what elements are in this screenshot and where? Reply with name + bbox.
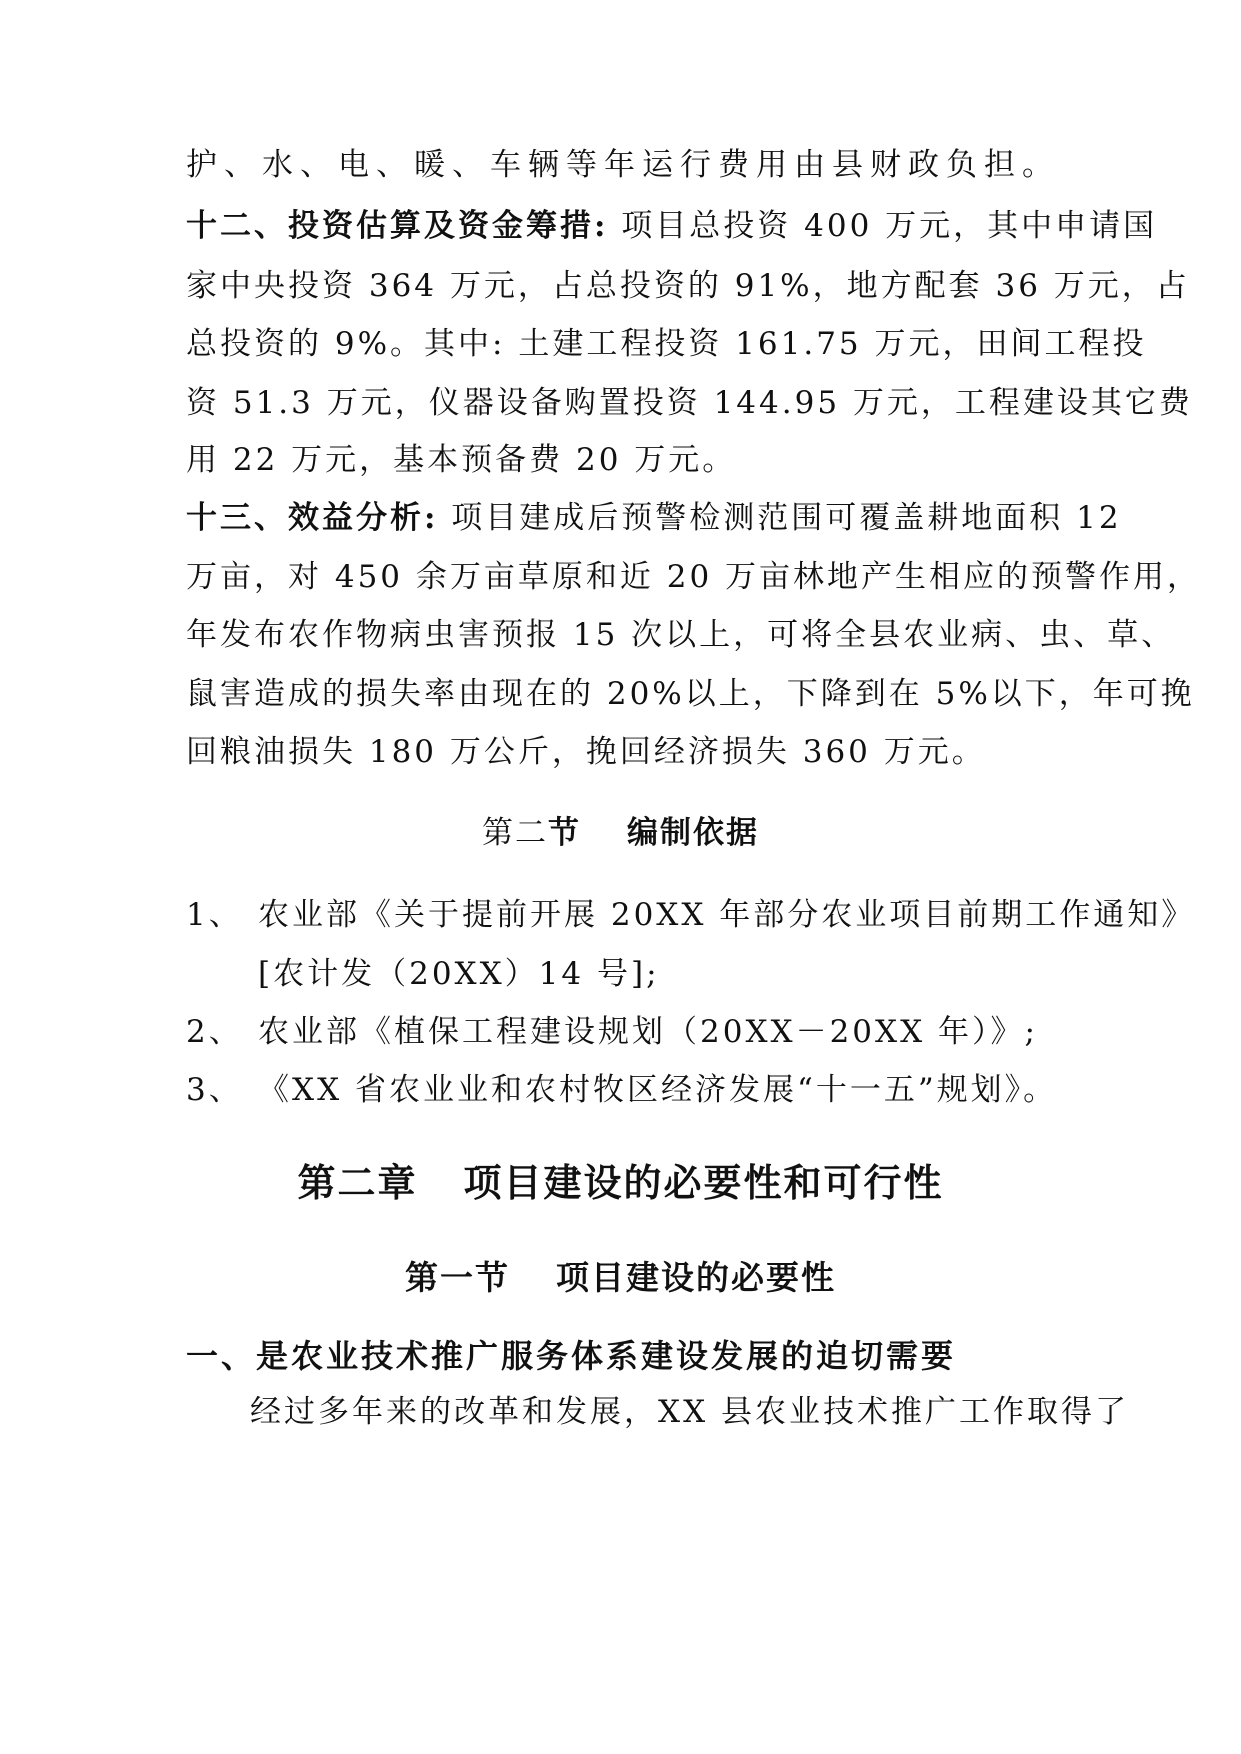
list-item xyxy=(186,954,1056,994)
list-number: 1、 xyxy=(186,897,243,933)
list-item xyxy=(186,1012,1056,1052)
section-12-heading: 十二、投资估算及资金筹措: xyxy=(186,208,609,244)
paragraph-line: 回粮油损失 180 万公斤，挽回经济损失 360 万元。 xyxy=(186,734,986,770)
list-text: 农业部《植保工程建设规划（20XX－20XX 年）》; xyxy=(258,1014,1038,1050)
section-heading: 编制依据 xyxy=(627,815,759,851)
section-label-suffix: 节 xyxy=(548,815,581,851)
list-number: 3、 xyxy=(186,1072,243,1108)
section-13-heading: 十三、效益分析: xyxy=(186,500,439,536)
list-text: 《XX 省农业业和农村牧区经济发展“十一五”规划》。 xyxy=(258,1072,1058,1108)
section-title xyxy=(0,1258,1241,1298)
paragraph-line: 家中央投资 364 万元，占总投资的 91%，地方配套 36 万元，占 xyxy=(186,268,1190,304)
section-heading: 项目建设的必要性 xyxy=(556,1258,836,1297)
list-item xyxy=(186,1070,1056,1110)
item-heading: 一、是农业技术推广服务体系建设发展的迫切需要 xyxy=(186,1337,957,1375)
paragraph-line: 资 51.3 万元，仪器设备购置投资 144.95 万元，工程建设其它费 xyxy=(186,385,1193,421)
paragraph-line: 鼠害造成的损失率由现在的 20%以上，下降到在 5%以下，年可挽 xyxy=(186,676,1195,712)
section-12-line xyxy=(186,206,1158,246)
paragraph-line: 经过多年来的改革和发展，XX 县农业技术推广工作取得了 xyxy=(250,1394,1129,1430)
section-title xyxy=(0,813,1241,853)
list-number: 2、 xyxy=(186,1014,243,1050)
paragraph-line: 年发布农作物病虫害预报 15 次以上，可将全县农业病、虫、草、 xyxy=(186,617,1176,653)
chapter-label: 第二章 xyxy=(297,1160,418,1205)
list-text: [农计发（20XX）14 号]; xyxy=(258,956,660,992)
list-item xyxy=(186,895,1196,935)
paragraph-line: 用 22 万元，基本预备费 20 万元。 xyxy=(186,442,737,478)
paragraph-text: 项目建成后预警检测范围可覆盖耕地面积 12 xyxy=(438,500,1122,536)
section-label: 第二 xyxy=(482,815,548,851)
paragraph-text: 项目总投资 400 万元，其中申请国 xyxy=(608,208,1158,244)
paragraph-line: 总投资的 9%。其中: 土建工程投资 161.75 万元，田间工程投 xyxy=(186,326,1147,362)
paragraph-line: 万亩，对 450 余万亩草原和近 20 万亩林地产生相应的预警作用， xyxy=(186,559,1202,595)
list-text: 农业部《关于提前开展 20XX 年部分农业项目前期工作通知》 xyxy=(258,897,1196,933)
paragraph-line: 护、水、电、暖、车辆等年运行费用由县财政负担。 xyxy=(186,147,1056,183)
chapter-heading: 项目建设的必要性和可行性 xyxy=(463,1160,944,1205)
section-label: 第一节 xyxy=(405,1258,510,1297)
section-13-line xyxy=(186,498,1122,538)
chapter-title xyxy=(0,1160,1241,1206)
